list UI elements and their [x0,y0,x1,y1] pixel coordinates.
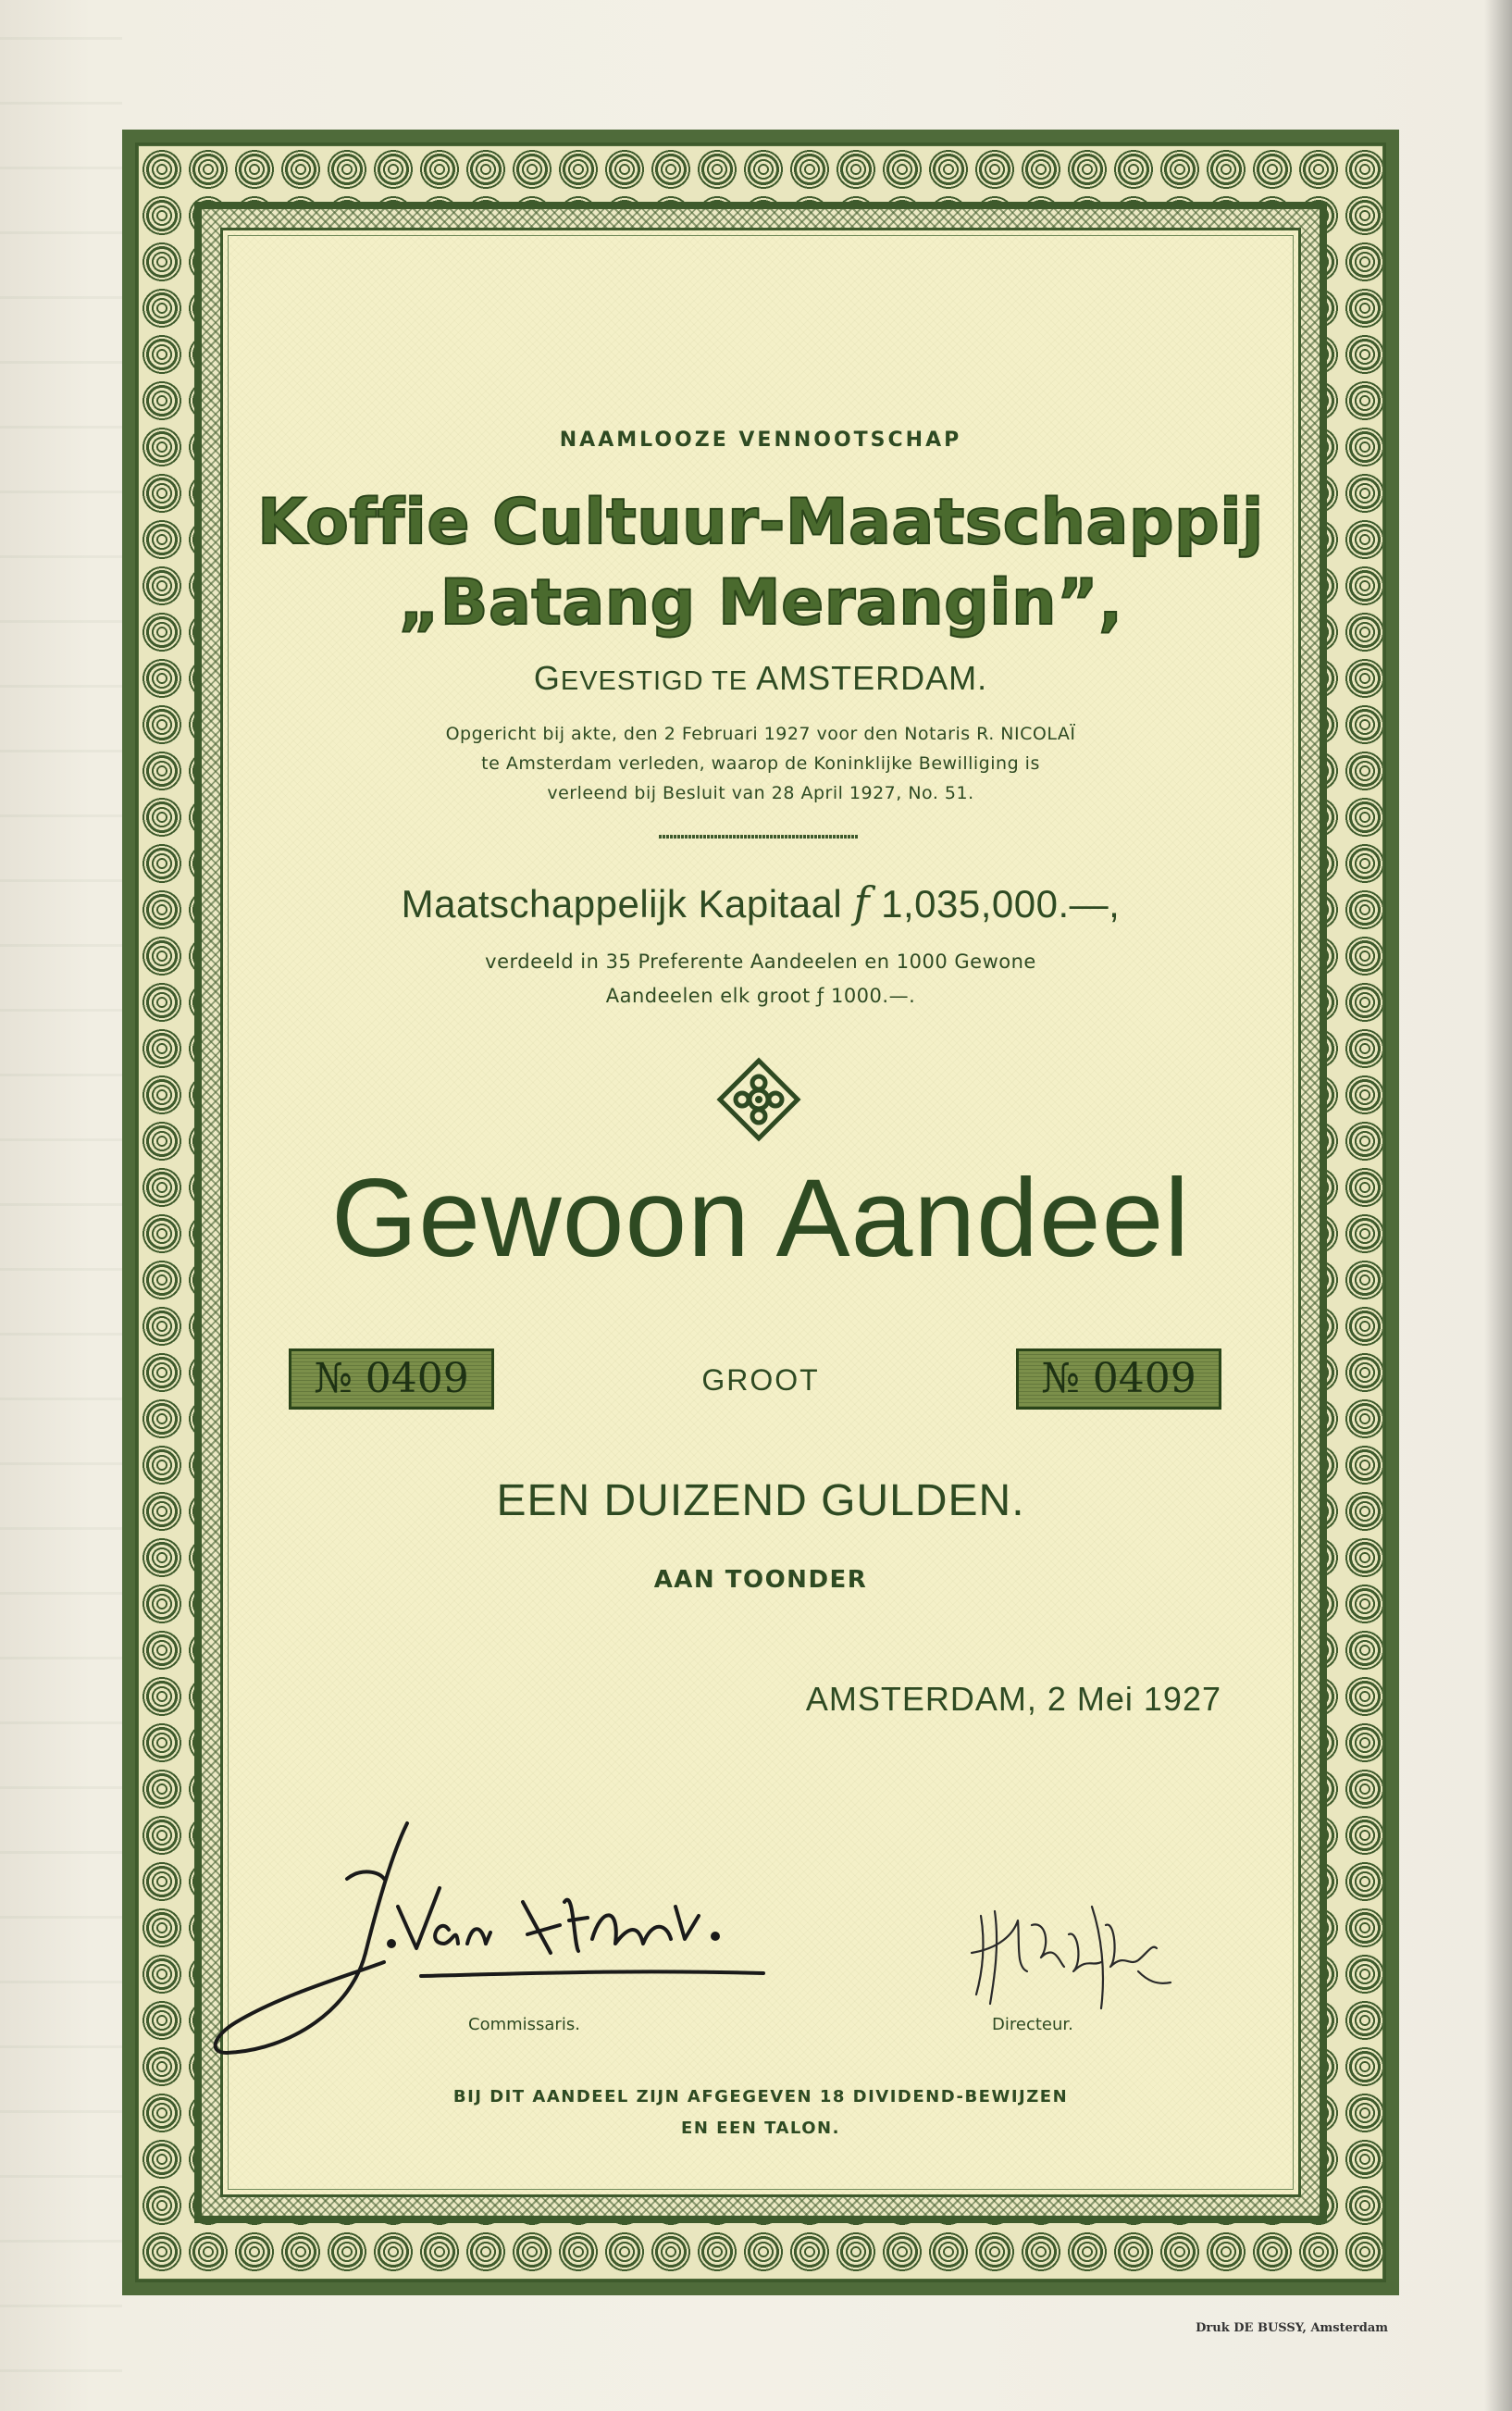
founding-line-3: verleend bij Besluit van 28 April 1927, No. 51. [547,783,974,803]
directeur-label: Directeur. [992,2015,1073,2034]
divider-rule [659,835,859,839]
capital-amount: 1,035,000.—, [881,882,1121,926]
place-date: AMSTERDAM, 2 Mei 1927 [805,1680,1221,1718]
company-name-line2: „Batang Merangin”, [398,566,1123,640]
footer-line-2: EN EEN TALON. [681,2119,840,2138]
share-number-right: № 0409 [1016,1348,1221,1410]
share-type-title: Gewoon Aandeel [330,1156,1191,1280]
capital-currency: f [853,877,870,927]
printer-imprint: Druk DE BUSSY, Amsterdam [1196,2321,1388,2335]
seat-city: AMSTERDAM. [756,659,988,697]
capital-line [220,877,1301,927]
seat-prefix: G [533,659,561,697]
share-number-left: № 0409 [289,1348,494,1410]
bleed-through-area [0,0,122,2411]
founding-line-2: te Amsterdam verleden, waarop de Koninklijke Bewilliging is [481,753,1040,774]
bearer-text: AAN TOONDER [653,1566,868,1594]
share-value: EEN DUIZEND GULDEN. [496,1476,1025,1525]
footer-line-1: BIJ DIT AANDEEL ZIJN AFGEGEVEN 18 DIVIDEND-BEWIJZEN [452,2087,1069,2107]
company-name-line1: Koffie Cultuur-Maatschappij [257,486,1264,559]
ornament-icon [714,1055,803,1144]
company-form: NAAMLOOZE VENNOOTSCHAP [559,429,962,452]
division-line-1: verdeeld in 35 Preferente Aandeelen en 1000 Gewone [485,951,1036,973]
capital-label: Maatschappelijk Kapitaal [401,882,843,926]
founding-line-1: Opgericht bij akte, den 2 Februari 1927 voor den Notaris R. NICOLAÏ [445,724,1076,744]
edge-shadow [1484,0,1512,2411]
registered-seat [220,659,1301,698]
commissaris-label: Commissaris. [468,2015,580,2034]
groot-label: GROOT [701,1363,820,1397]
division-line-2: Aandeelen elk groot ƒ 1000.—. [605,985,916,1007]
directeur-signature [962,1879,1184,2018]
seat-small: EVESTIGD TE [560,666,749,696]
